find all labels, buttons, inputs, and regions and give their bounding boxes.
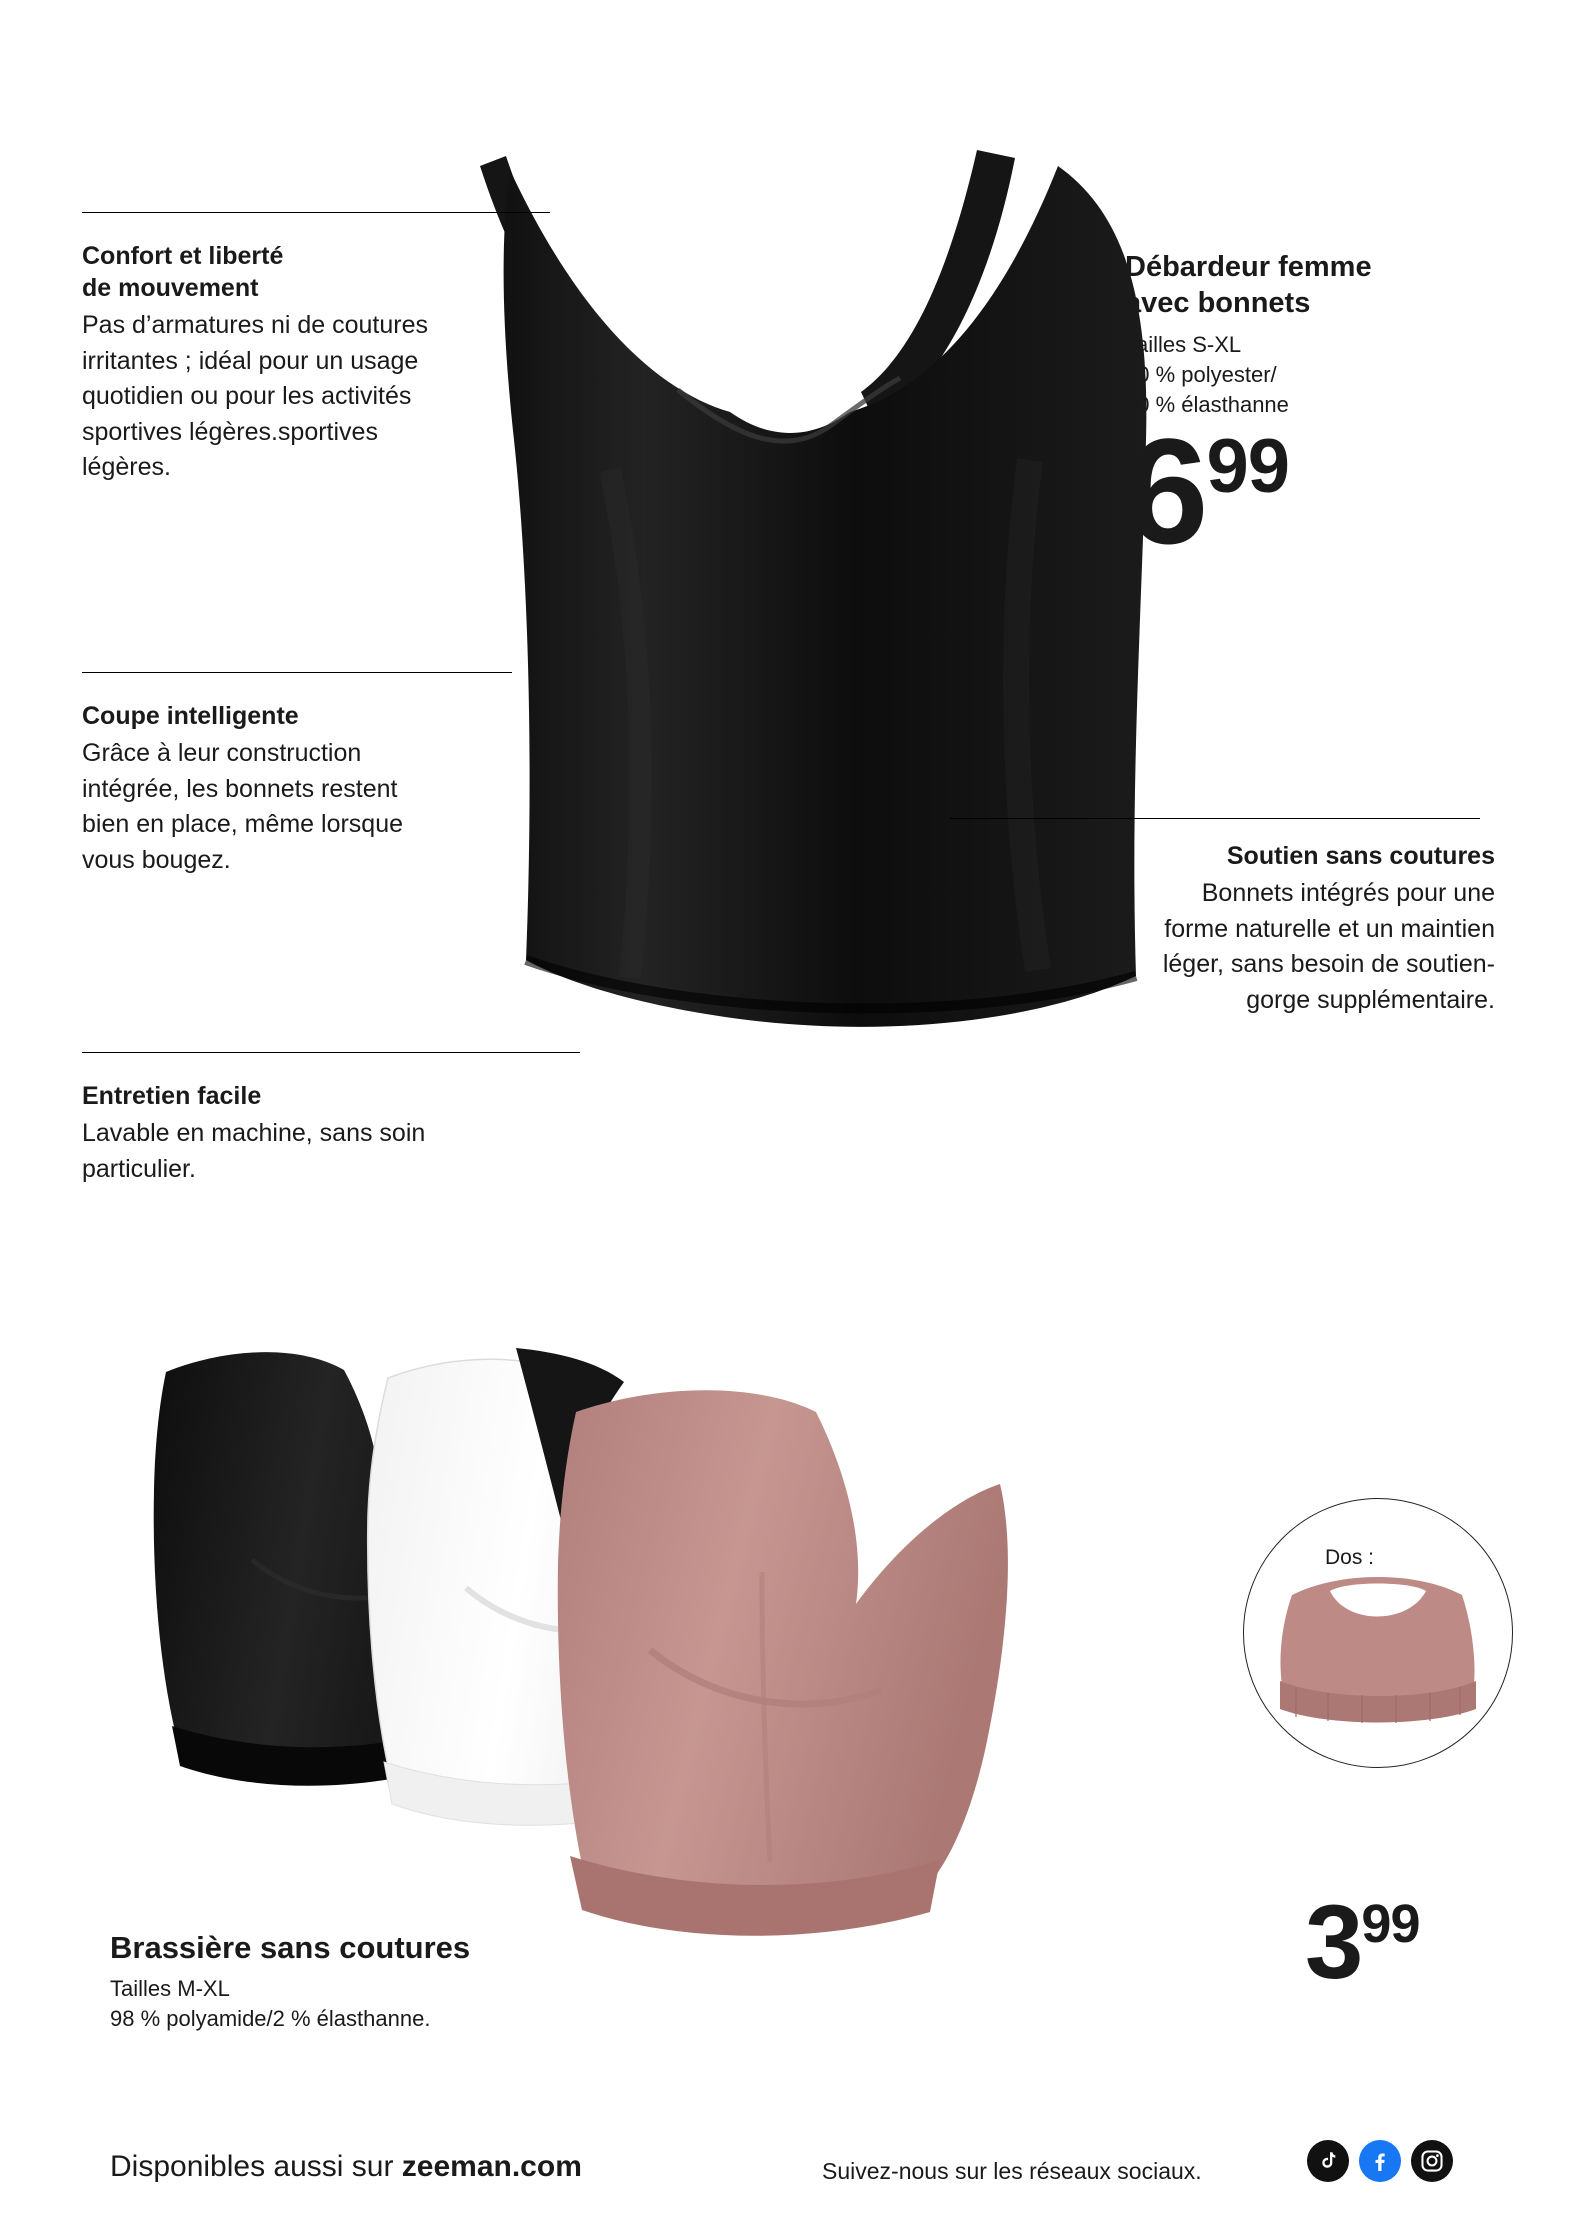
leader-line-care [82, 1052, 580, 1053]
product-name-bralette: Brassière sans coutures [110, 1930, 471, 1965]
footer-social-icons [1307, 2140, 1453, 2182]
footer-shop-online [110, 2150, 582, 2184]
product-sizes-bralette: Tailles M-XL [110, 1976, 230, 2001]
instagram-icon[interactable] [1411, 2140, 1453, 2182]
feature-block-fit [82, 700, 412, 878]
price-bralette-cents: 99 [1361, 1894, 1420, 1954]
feature-block-support [1155, 840, 1495, 1018]
leader-line-support [950, 818, 1480, 819]
price-camisole [1125, 407, 1289, 575]
feature-body-support: Bonnets intégrés pour une forme naturelle et un maintien léger, sans besoin de soutien-gorge supplémentaire. [1162, 879, 1495, 1014]
leader-line-fit [82, 672, 512, 673]
product-material-camisole-line1: 90 % polyester/ [1125, 361, 1277, 387]
feature-title-fit: Coupe intelligente [82, 702, 299, 730]
product-image-camisole [430, 140, 1190, 1220]
footer-shop-domain: zeeman.com [401, 2150, 582, 2183]
feature-title-care: Entretien facile [82, 1082, 262, 1110]
tiktok-icon[interactable] [1307, 2140, 1349, 2182]
price-bralette [1305, 1884, 1420, 2001]
feature-body-fit: Grâce à leur construction intégrée, les bonnets restent bien en place, même lorsque vous bougez. [82, 739, 404, 874]
back-view-label: Dos : [1325, 1546, 1375, 1569]
product-material-camisole-line2: 10 % élasthanne [1125, 391, 1289, 417]
product-name-camisole-line2: avec bonnets [1125, 286, 1311, 319]
price-bralette-whole: 3 [1305, 1884, 1362, 2001]
price-camisole-cents: 99 [1206, 424, 1289, 509]
product-material-bralette: 98 % polyamide/2 % élasthanne. [110, 2006, 431, 2032]
footer-social-text: Suivez-nous sur les réseaux sociaux. [822, 2158, 1202, 2184]
feature-title-comfort-line1: Confort et liberté [82, 242, 284, 270]
product-info-bralette [110, 1930, 730, 2035]
feature-body-comfort: Pas d’armatures ni de coutures irritantes ; idéal pour un usage quotidien ou pour les activités sportives légères.sportives légères. [82, 311, 429, 481]
footer-shop-prefix: Disponibles aussi sur [110, 2150, 402, 2183]
leader-line-comfort [82, 212, 550, 213]
price-camisole-whole: 6 [1125, 407, 1207, 575]
feature-title-comfort [82, 240, 472, 304]
back-view-detail-circle [1243, 1498, 1513, 1768]
feature-block-comfort [82, 240, 472, 486]
feature-body-care: Lavable en machine, sans soin particulier. [82, 1119, 426, 1183]
product-sizes-camisole: Tailles S-XL [1125, 331, 1242, 357]
feature-title-support: Soutien sans coutures [1226, 842, 1495, 870]
product-image-bralettes [130, 1330, 1230, 1950]
feature-title-comfort-line2: de mouvement [82, 274, 259, 302]
feature-block-care [82, 1080, 442, 1187]
product-name-camisole [1125, 250, 1525, 322]
facebook-icon[interactable] [1359, 2140, 1401, 2182]
product-info-camisole [1125, 250, 1525, 420]
product-name-camisole-line1: Débardeur femme [1125, 251, 1372, 283]
